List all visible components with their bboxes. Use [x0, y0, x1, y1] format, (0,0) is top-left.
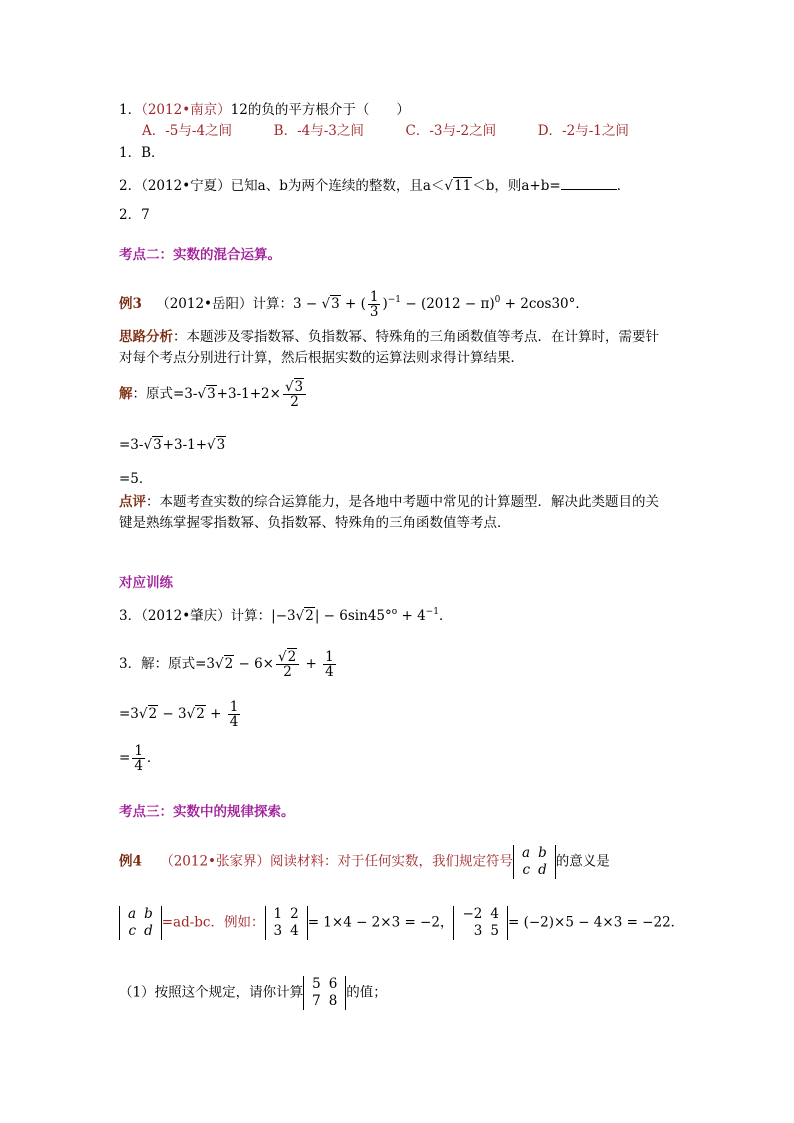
q2-number: 2．	[119, 178, 142, 194]
ex3-label: 例3	[119, 296, 142, 313]
section-2-title: 考点二：实数的混合运算。	[119, 247, 281, 263]
q2-source: （2012•宁夏）	[141, 178, 231, 194]
q2-sqrt: √11	[444, 178, 472, 194]
q3-solution-line-1: 3．解：原式=3√2 − 6× $\frac{√2}{2}$ + $\frac{1}{4}$	[119, 649, 334, 681]
ex4-definition	[119, 906, 684, 940]
ex4-example-2-determinant: −2 4 3 5	[453, 906, 508, 940]
ex4-example-2-value: = (−2)×5 − 4×3 = −22．	[507, 914, 685, 931]
q2-text-after: ＜b，则a+b=	[472, 178, 561, 194]
example-4	[119, 845, 610, 879]
ex4-def-determinant: a b c d	[119, 906, 162, 940]
question-1	[119, 98, 410, 118]
q1-number: 1．	[119, 102, 142, 118]
ex3-analysis-text-1: ：本题涉及零指数幂、负指数幂、特殊角的三角函数值等考点．在计算时，需要针	[173, 329, 659, 345]
ex3-solution-line-2: =3-√3+3-1+√3	[119, 437, 226, 453]
ex3-source: （2012•岳阳）计算：	[156, 296, 294, 313]
ex3-analysis-label: 思路分析	[119, 329, 173, 345]
ex4-example-1-determinant: 1 2 3 4	[265, 906, 308, 940]
ex3-solution-line-1: 解：原式=3-√3+3-1+2× $\frac{√3}{2}$	[119, 380, 308, 409]
example-3	[119, 290, 589, 319]
q1-answer: 1．B．	[119, 145, 165, 161]
q2-radicand: 11	[454, 178, 472, 194]
ex4-example-1-value: = 1×4 − 2×3 = −2，	[307, 914, 454, 931]
q3-solution-line-3: = $\frac{1}{4}$ ．	[119, 743, 161, 775]
q1-option-d: D．-2与-1之间	[537, 123, 629, 139]
ex3-expression: 3 − √3 + ( $\frac{1}{3}$ )$^{-1} - (2012 - \pi)^0 + 2\cos 30^\circ$．	[293, 289, 589, 321]
q2-text-before: 已知a、b为两个连续的整数，且a＜	[230, 178, 445, 194]
ex3-comment-line-1	[119, 490, 659, 510]
section-3-title: 考点三：实数中的规律探索。	[119, 804, 295, 820]
ex4-symbol-determinant: a b c d	[513, 845, 556, 879]
q2-end: ．	[616, 178, 631, 194]
ex4-part-1-determinant: 5 6 7 8	[303, 976, 346, 1010]
q1-option-b: B．-4与-3之间	[273, 123, 364, 139]
question-3: 3．（2012•肇庆）计算：$|-3√2| - 6\sin 45^\circ^o + 4^{-1}$．	[119, 607, 453, 624]
ex4-source: （2012•张家界）阅读材料：对于任何实数，我们规定符号	[160, 853, 514, 870]
practice-title: 对应训练	[119, 575, 173, 591]
ex3-analysis-line-2: 对每个考点分别进行计算，然后根据实数的运算法则求得计算结果．	[119, 350, 524, 366]
ex4-meaning: 的意义是	[555, 853, 610, 870]
q2-blank	[561, 177, 617, 190]
ex3-comment-label: 点评	[119, 494, 146, 510]
ex4-def-text: =ad-bc．例如：	[161, 914, 265, 931]
q1-source: （2012•南京）	[141, 102, 231, 118]
ex4-part-1: （1）按照这个规定，请你计算 5 6 7 8 的值；	[119, 976, 387, 1009]
q3-solution-line-2: =3√2 − 3√2 + $\frac{1}{4}$	[119, 699, 239, 731]
ex3-solution-line-3: =5．	[119, 471, 153, 487]
ex3-solution-label: 解	[119, 386, 133, 403]
q1-text: 12的负的平方根介于（ ）	[230, 102, 410, 118]
ex3-comment-line-2: 键是熟练掌握零指数幂、负指数幂、特殊角的三角函数值等考点．	[119, 515, 511, 531]
ex3-analysis-line-1	[119, 325, 659, 345]
q1-option-a: A．-5与-4之间	[142, 123, 233, 139]
question-2	[119, 174, 630, 194]
ex3-comment-text-1: ：本题考查实数的综合运算能力，是各地中考题中常见的计算题型．解决此类题目的关	[146, 494, 659, 510]
q2-answer: 2．7	[119, 207, 150, 223]
q1-option-c: C．-3与-2之间	[405, 123, 497, 139]
q1-options	[142, 119, 629, 139]
ex4-label: 例4	[119, 853, 142, 870]
